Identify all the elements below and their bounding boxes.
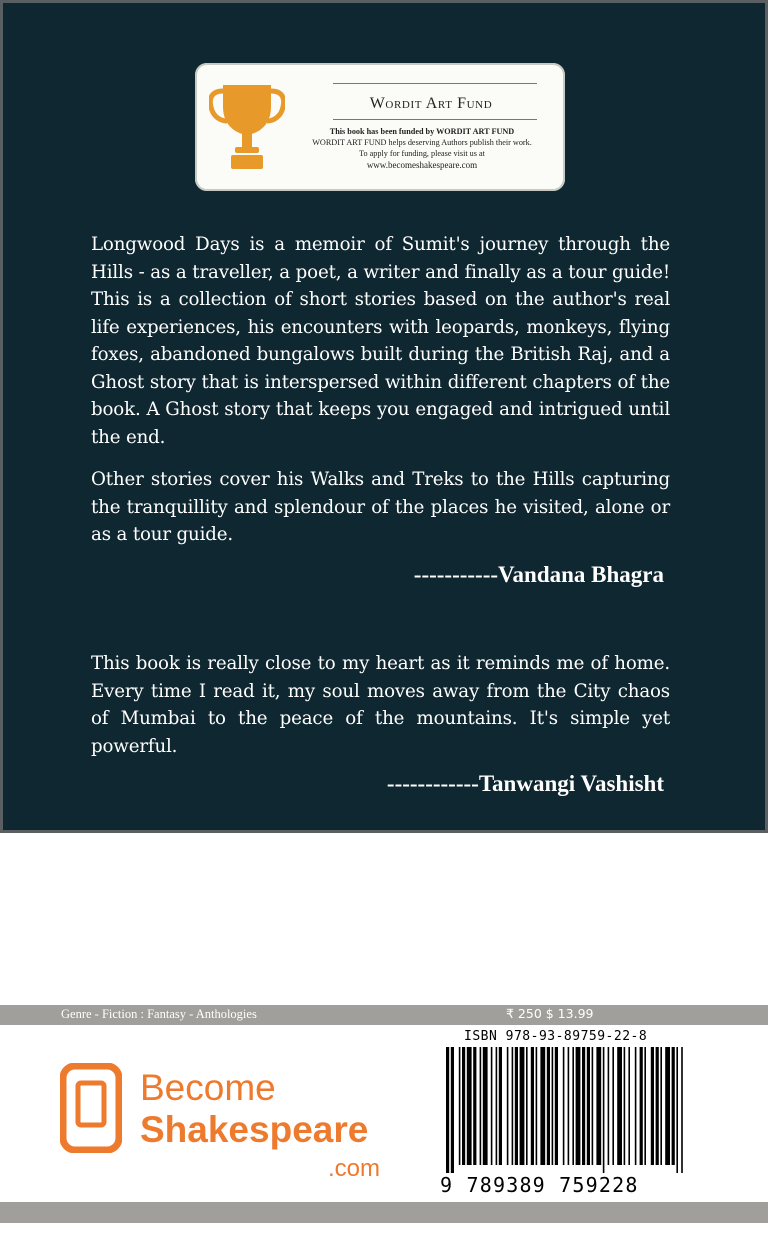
barcode-bar	[660, 1047, 662, 1165]
barcode-bar	[526, 1047, 528, 1165]
barcode-block	[440, 1025, 690, 1199]
fund-title: Wordit Art Fund	[369, 95, 493, 112]
barcode-bar	[596, 1047, 601, 1165]
trophy-icon	[209, 77, 285, 175]
barcode-bar	[483, 1047, 488, 1165]
barcode-bar	[665, 1047, 670, 1165]
barcode-bar	[446, 1047, 449, 1173]
barcode-bar	[552, 1047, 554, 1165]
barcode-bar	[651, 1047, 654, 1165]
barcode-bar	[681, 1047, 683, 1173]
barcode-bar	[612, 1047, 614, 1165]
barcode-bar	[644, 1047, 646, 1165]
barcode-bar	[473, 1047, 476, 1165]
barcode-bar	[462, 1047, 465, 1165]
barcode-icon	[440, 1047, 690, 1173]
barcode-bar	[635, 1047, 637, 1165]
barcode-bar	[563, 1047, 565, 1165]
publisher-shakespeare: Shakespeare	[140, 1109, 369, 1150]
barcode-bar	[676, 1047, 678, 1173]
barcode-bar	[499, 1047, 502, 1165]
fund-rule-top	[333, 83, 537, 84]
blurb-paragraph-2: Other stories cover his Walks and Treks to the Hills capturing the tranquillity and splendour of the places he visited, alone or as a tour guide.	[91, 469, 670, 545]
barcode-bar	[624, 1047, 626, 1165]
barcode-bar	[531, 1047, 534, 1165]
fund-badge	[195, 63, 565, 191]
barcode-bar	[572, 1047, 574, 1165]
fund-url: www.becomeshakespeare.com	[366, 160, 478, 171]
fund-rule-bottom	[333, 119, 537, 120]
fund-line-3: To apply for funding, please visit us at	[359, 148, 485, 158]
barcode-bar	[555, 1047, 558, 1165]
fund-line-2: WORDIT ART FUND helps deserving Authors publish their work.	[312, 137, 532, 147]
isbn-label: ISBN 978-93-89759-22-8	[464, 1029, 648, 1044]
barcode-bar	[592, 1047, 594, 1165]
barcode-bar	[608, 1047, 610, 1165]
genre-label: Genre - Fiction : Fantasy - Anthologies	[61, 1007, 257, 1021]
barcode-bar	[512, 1047, 514, 1165]
barcode-bar	[672, 1047, 675, 1165]
barcode-bar	[496, 1047, 498, 1165]
bottom-band	[0, 1202, 768, 1223]
barcode-bar	[617, 1047, 622, 1165]
barcode-bar	[568, 1047, 570, 1165]
publisher-become: Become	[140, 1067, 276, 1108]
barcode-bar	[640, 1047, 643, 1165]
publisher-com: .com	[328, 1155, 381, 1182]
blurb-paragraph-1: Longwood Days is a memoir of Sumit's journey through the Hills - as a traveller, a poet, a writer and finally as a tour guide! This is a collection of short stories based on the author's real life experiences, his encounters with leopards, monkeys, flying foxes, abandoned bungalows built during the British Raj, and a Ghost story that is interspersed within different chapters of the book. A Ghost story that keeps you engaged and intrigued until the end.	[91, 234, 670, 448]
barcode-bar	[628, 1047, 630, 1165]
barcode-bar	[491, 1047, 493, 1165]
barcode-bar	[656, 1047, 659, 1165]
fund-description	[287, 127, 557, 171]
attribution-vandana: -----------Vandana Bhagra	[413, 562, 664, 587]
barcode-bar	[587, 1047, 590, 1165]
barcode-bar	[520, 1047, 525, 1165]
blurb-paragraph-3: This book is really close to my heart as it reminds me of home. Every time I read it, my soul moves away from the City chaos of Mumbai to the peace of the mountains. It's simple yet powerful.	[91, 653, 670, 757]
barcode-bar	[467, 1047, 472, 1165]
attribution-tanwangi: ------------Tanwangi Vashisht	[386, 771, 664, 796]
tablet-logo-icon	[60, 1063, 122, 1153]
barcode-bar	[507, 1047, 509, 1165]
barcode-bar	[582, 1047, 585, 1165]
barcode-bar	[540, 1047, 545, 1165]
barcode-bar	[515, 1047, 518, 1165]
barcode-bar	[459, 1047, 461, 1165]
fund-line-1: This book has been funded by WORDIT ART FUND	[329, 127, 515, 136]
barcode-bar	[547, 1047, 550, 1165]
barcode-bar	[603, 1047, 605, 1173]
isbn-number: 9 789389 759228	[440, 1173, 639, 1197]
barcode-bar	[536, 1047, 538, 1165]
barcode-bar	[576, 1047, 581, 1165]
barcode-bar	[451, 1047, 454, 1173]
barcode-bar	[480, 1047, 482, 1165]
price-label: ₹ 250 $ 13.99	[506, 1006, 594, 1021]
